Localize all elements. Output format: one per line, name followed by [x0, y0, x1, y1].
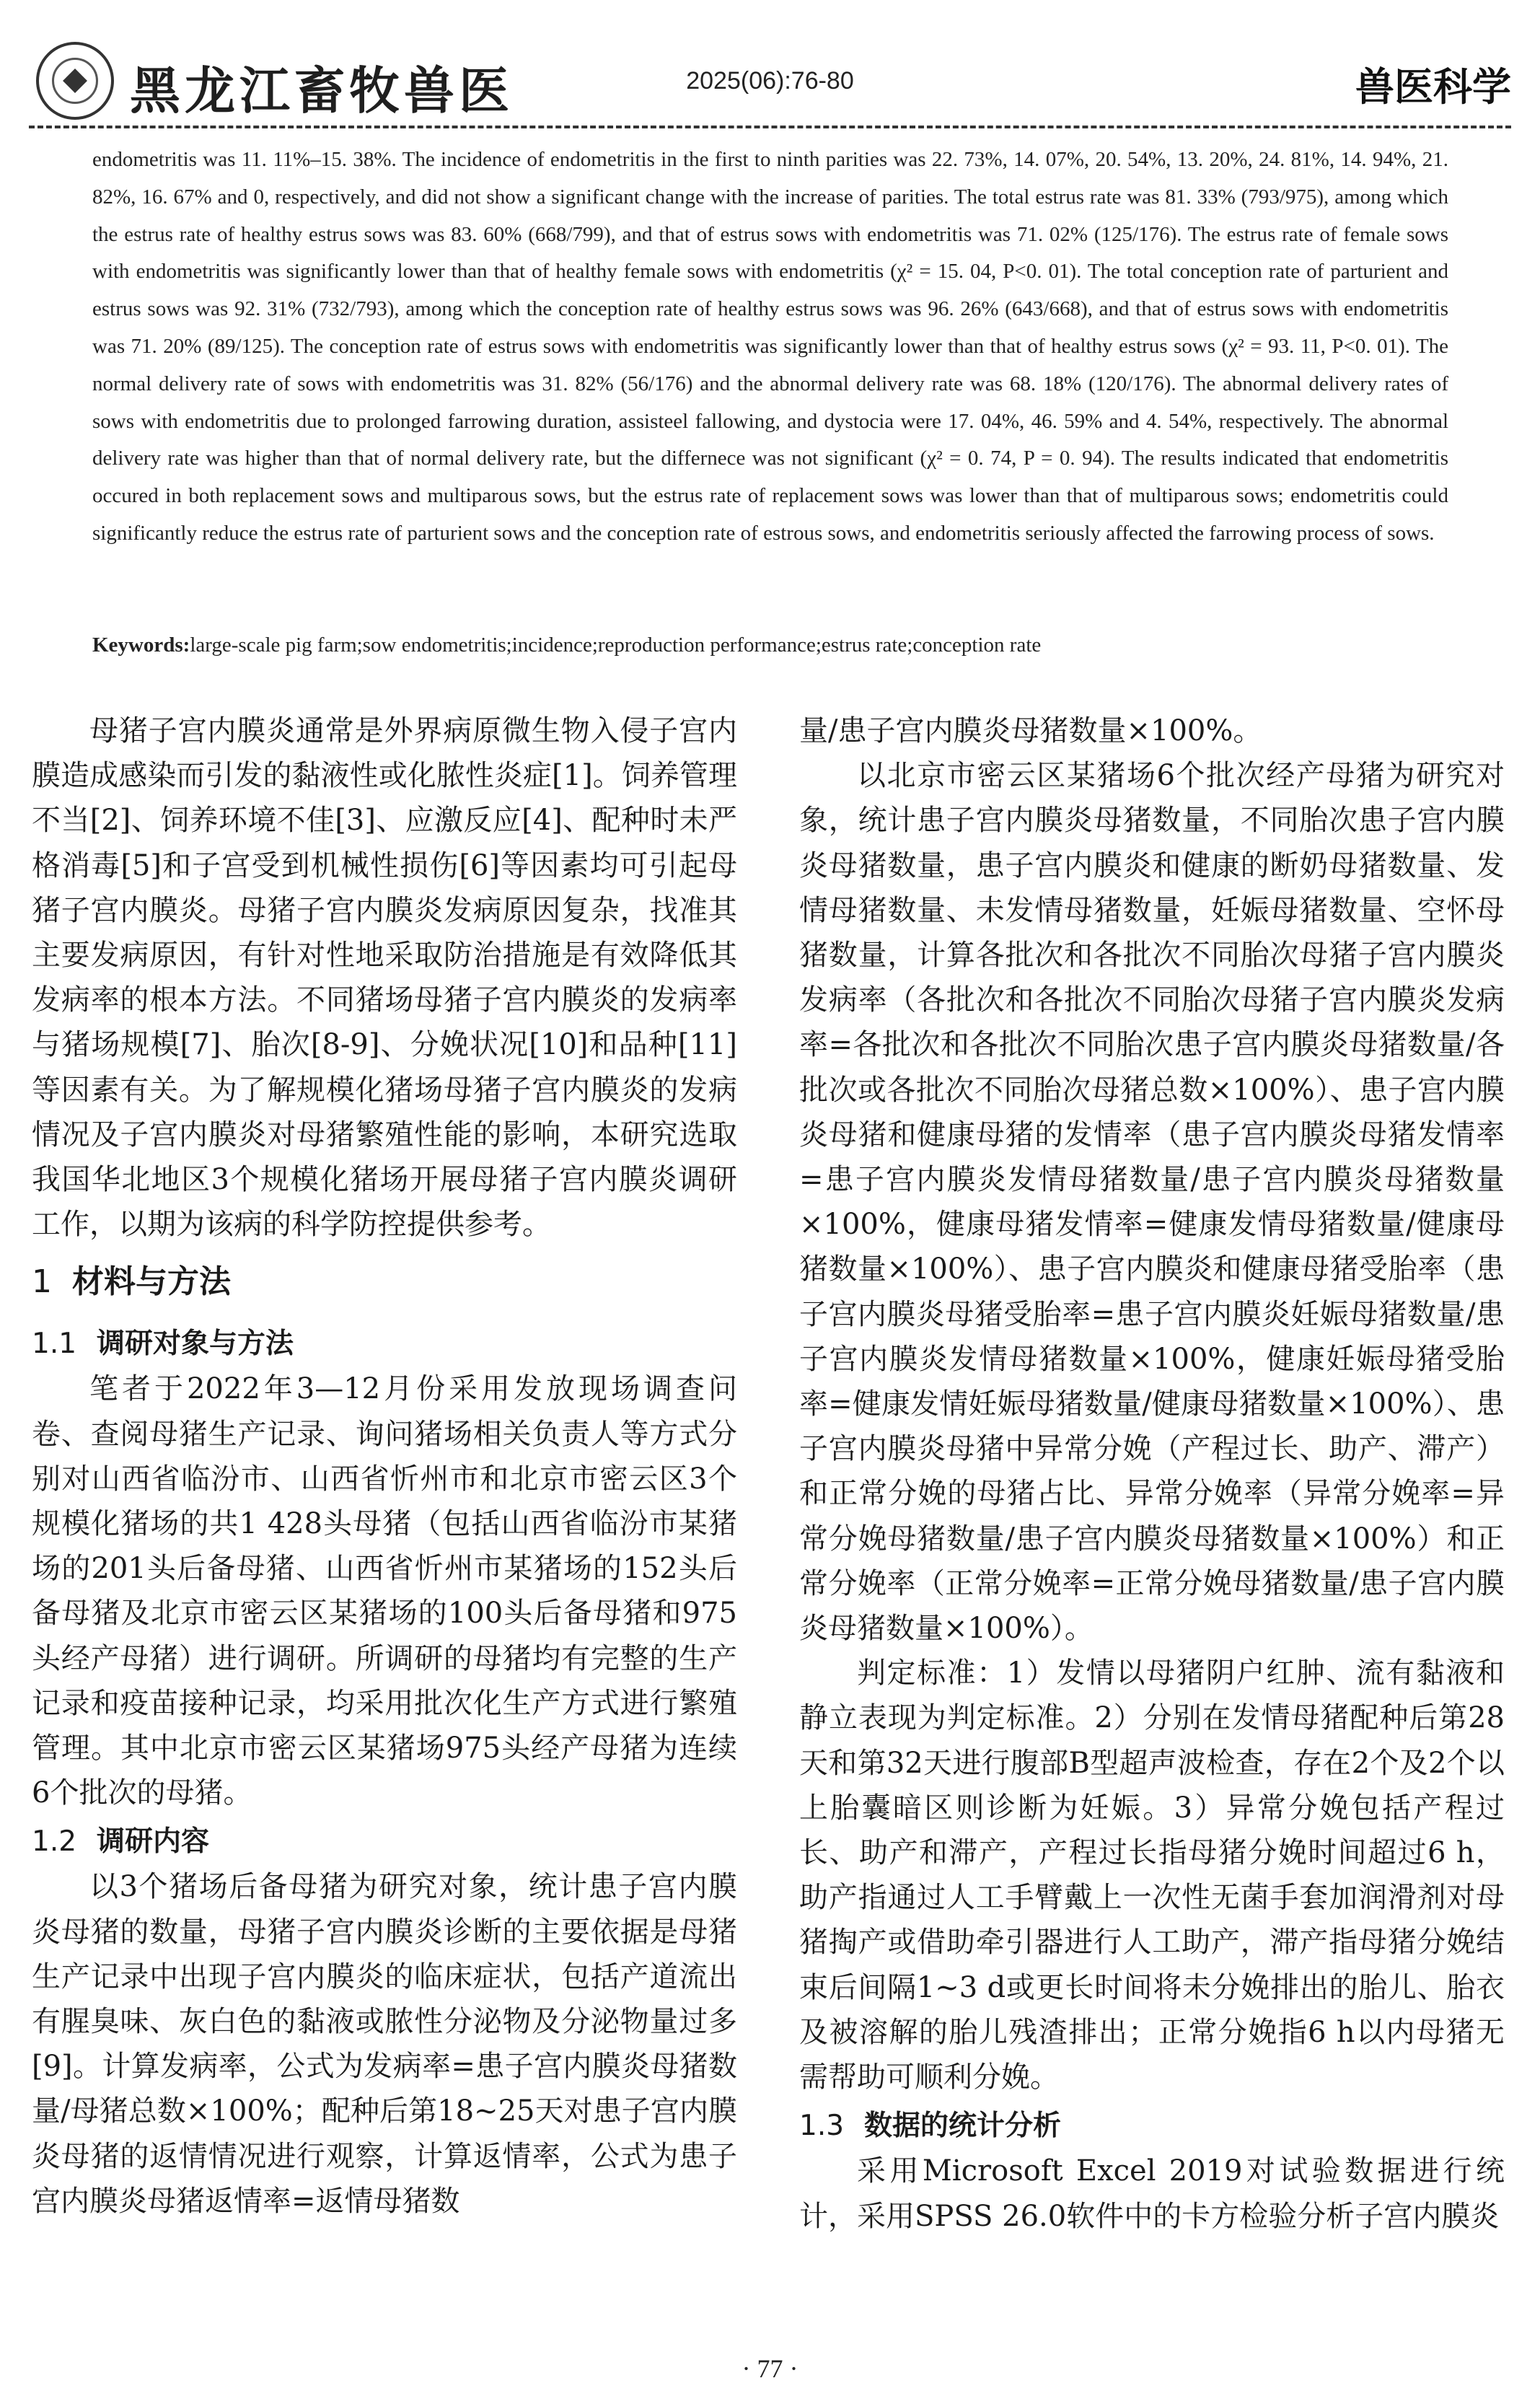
right-column [799, 708, 1505, 2239]
subsection-number: 1.2 [32, 1825, 77, 1859]
subsection-number: 1.3 [799, 2110, 845, 2143]
keywords-label: Keywords: [92, 633, 190, 657]
english-abstract [92, 141, 1448, 553]
journal-name: 黑龙江畜牧兽医 [130, 61, 514, 120]
paragraph-criteria: 判定标准：1）发情以母猪阴户红肿、流有黏液和静立表现为判定标准。2）分别在发情母猪配种后第28天和第32天进行腹部B型超声波检查，存在2个及2个以上胎囊暗区则诊断为妊娠。3）异常分娩包括产程过长、助产和滞产，产程过长指母猪分娩时间超过6 h，助产指通过人工手臂戴上一次性无菌手套加润滑剂对母猪掏产或借助牵引器进行人工助产，滞产指母猪分娩结束后间隔1~3 d或更长时间将未分娩排出的胎儿、胎衣及被溶解的胎儿残渣排出；正常分娩指6 h以内母猪无需帮助可顺利分娩。 [799, 1657, 1505, 2094]
page-number: · 77 · [742, 2354, 798, 2383]
subsection-heading-1-3 [799, 2104, 1505, 2149]
issue-info: 2025(06):76-80 [686, 67, 854, 95]
subsection-heading-text: 数据的统计分析 [864, 2110, 1062, 2143]
paragraph-continued: 量/患子宫内膜炎母猪数量×100%。 [799, 714, 1262, 747]
subsection-number: 1.1 [32, 1328, 77, 1361]
section-number: 1 [32, 1263, 52, 1301]
intro-paragraph: 母猪子宫内膜炎通常是外界病原微生物入侵子宫内膜造成感染而引发的黏液性或化脓性炎症[1]。饲养管理不当[2]、饲养环境不佳[3]、应激反应[4]、配种时未严格消毒[5]和子宫受到机械性损伤[6]等因素均可引起母猪子宫内膜炎。母猪子宫内膜炎发病原因复杂，找准其主要发病原因，有针对性地采取防治措施是有效降低其发病率的根本方法。不同猪场母猪子宫内膜炎的发病率与猪场规模[7]、胎次[8-9]、分娩状况[10]和品种[11]等因素有关。为了解规模化猪场母猪子宫内膜炎的发病情况及子宫内膜炎对母猪繁殖性能的影响，本研究选取我国华北地区3个规模化猪场开展母猪子宫内膜炎调研工作，以期为该病的科学防控提供参考。 [32, 714, 737, 1242]
keywords-line [92, 626, 1448, 664]
subsection-heading-1-2 [32, 1820, 737, 1864]
paragraph-survey-objects: 笔者于2022年3—12月份采用发放现场调查问卷、查阅母猪生产记录、询问猪场相关负责人等方式分别对山西省临汾市、山西省忻州市和北京市密云区3个规模化猪场的共1 428头母猪（包括山西省临汾市某猪场的201头后备母猪、山西省忻州市某猪场的152头后备母猪及北京市密云区某猪场的100头后备母猪和975头经产母猪）进行调研。所调研的母猪均有完整的生产记录和疫苗接种记录，均采用批次化生产方式进行繁殖管理。其中北京市密云区某猪场975头经产母猪为连续6个批次的母猪。 [32, 1372, 737, 1810]
subsection-heading-text: 调研对象与方法 [97, 1328, 294, 1361]
paragraph-calculation: 以北京市密云区某猪场6个批次经产母猪为研究对象，统计患子宫内膜炎母猪数量，不同胎次患子宫内膜炎母猪数量，患子宫内膜炎和健康的断奶母猪数量、发情母猪数量、未发情母猪数量，妊娠母猪数量、空怀母猪数量，计算各批次和各批次不同胎次母猪子宫内膜炎发病率（各批次和各批次不同胎次母猪子宫内膜炎发病率=各批次和各批次不同胎次患子宫内膜炎母猪数量/各批次或各批次不同胎次母猪总数×100%）、患子宫内膜炎母猪和健康母猪的发情率（患子宫内膜炎母猪发情率=患子宫内膜炎发情母猪数量/患子宫内膜炎母猪数量×100%，健康母猪发情率=健康发情母猪数量/健康母猪数量×100%）、患子宫内膜炎和健康母猪受胎率（患子宫内膜炎母猪受胎率=患子宫内膜炎妊娠母猪数量/患子宫内膜炎发情母猪数量×100%，健康妊娠母猪受胎率=健康发情妊娠母猪数量/健康母猪数量×100%）、患子宫内膜炎母猪中异常分娩（产程过长、助产、滞产）和正常分娩的母猪占比、异常分娩率（异常分娩率=异常分娩母猪数量/患子宫内膜炎母猪数量×100%）和正常分娩率（正常分娩率=正常分娩母猪数量/患子宫内膜炎母猪数量×100%）。 [799, 759, 1505, 1646]
abstract-text: endometritis was 11. 11%–15. 38%. The incidence of endometritis in the first to ninth parities was 22. 73%, 14. 07%, 20. 54%, 13. 20%, 24. 81%, 14. 94%, 21. 82%, 16. 67% and 0, respectively, and did not show a significant change with the increase of parities. The total estrus rate was 81. 33% (793/975), among which the estrus rate of healthy estrus sows was 83. 60% (668/799), and that of estrus sows with endometritis was 71. 02% (125/176). The estrus rate of female sows with endometritis was significantly lower than that of healthy female sows with endometritis (χ² = 15. 04, P<0. 01). The total conception rate of parturient and estrus sows was 92. 31% (732/793), among which the conception rate of healthy estrus sows was 96. 26% (643/668), and that of estrus sows with endometritis was 71. 20% (89/125). The conception rate of estrus sows with endometritis was significantly lower than that of healthy estrus sows (χ² = 93. 11, P<0. 01). The normal delivery rate of sows with endometritis was 31. 82% (56/176) and the abnormal delivery rate was 68. 18% (120/176). The abnormal delivery rates of sows with endometritis due to prolonged farrowing duration, assisteel fallowing, and dystocia were 17. 04%, 46. 59% and 4. 54%, respectively. The abnormal delivery rate was higher than that of normal delivery rate, but the differnece was not significant (χ² = 0. 74, P = 0. 94). The results indicated that endometritis occured in both replacement sows and multiparous sows, but the estrus rate of replacement sows was lower than that of multiparous sows; endometritis could significantly reduce the estrus rate of parturient sows and the conception rate of estrous sows, and endometritis seriously affected the farrowing process of sows. [92, 148, 1448, 545]
header-divider [29, 126, 1511, 128]
section-title: 兽医科学 [1355, 64, 1511, 110]
page-header [29, 35, 1511, 128]
section-heading-methods [32, 1260, 737, 1304]
subsection-heading-1-1 [32, 1322, 737, 1366]
subsection-heading-text: 调研内容 [97, 1825, 210, 1859]
section-heading-text: 材料与方法 [72, 1263, 231, 1301]
paragraph-statistics: 采用Microsoft Excel 2019对试验数据进行统计，采用SPSS 26.0软件中的卡方检验分析子宫内膜炎 [799, 2154, 1505, 2233]
paragraph-survey-content: 以3个猪场后备母猪为研究对象，统计患子宫内膜炎母猪的数量，母猪子宫内膜炎诊断的主要依据是母猪生产记录中出现子宫内膜炎的临床症状，包括产道流出有腥臭味、灰白色的黏液或脓性分泌物及分泌物量过多[9]。计算发病率，公式为发病率=患子宫内膜炎母猪数量/母猪总数×100%；配种后第18~25天对患子宫内膜炎母猪的返情情况进行观察，计算返情率，公式为患子宫内膜炎母猪返情率=返情母猪数 [32, 1870, 737, 2218]
left-column [32, 708, 737, 2224]
keywords-text: large-scale pig farm;sow endometritis;incidence;reproduction performance;estrus rate;conception rate [190, 633, 1042, 657]
